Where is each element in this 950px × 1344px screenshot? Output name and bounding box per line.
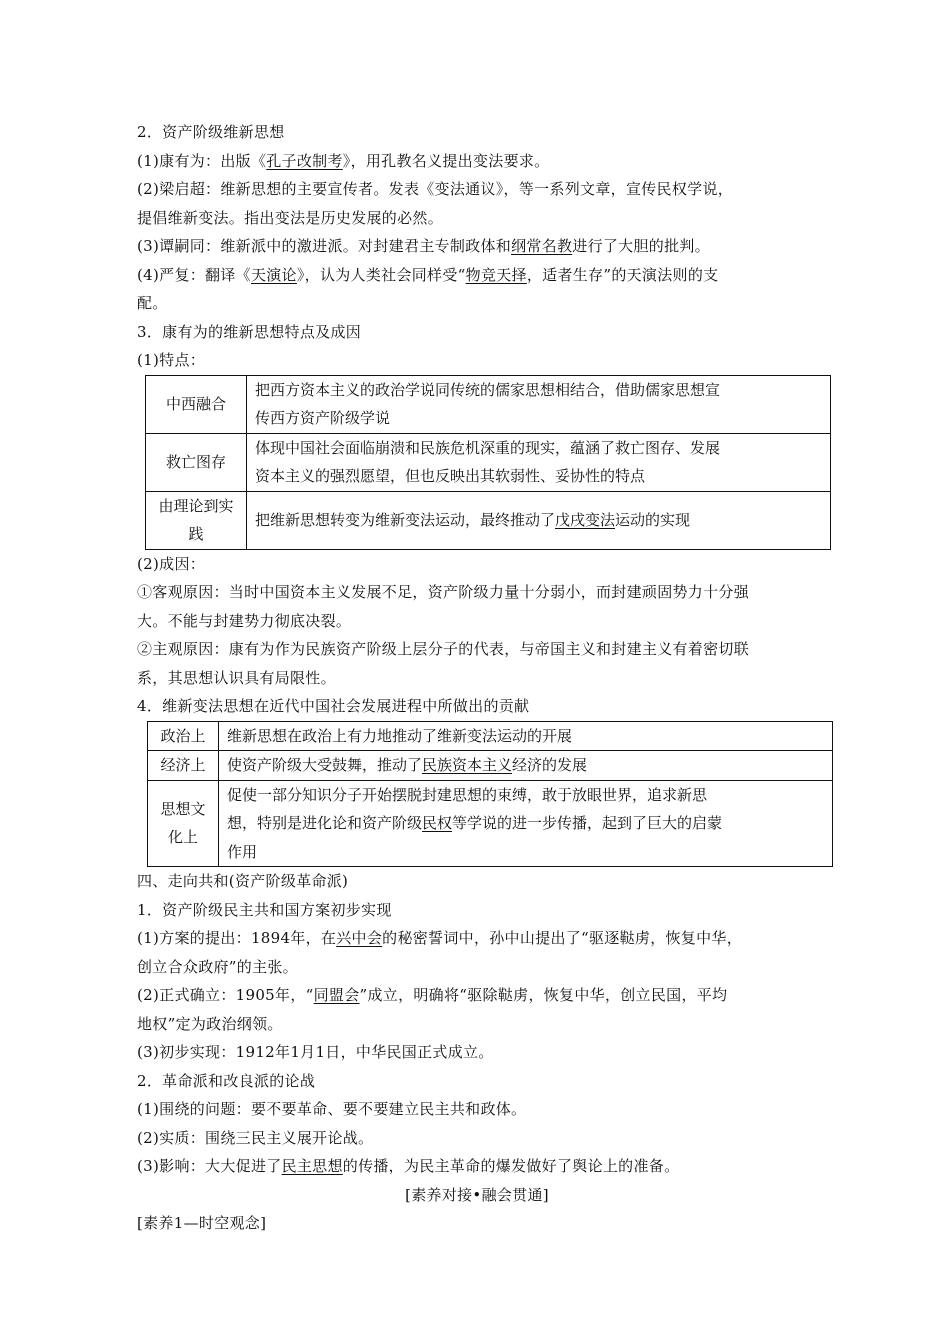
text: 运动的实现 bbox=[615, 510, 691, 529]
text: (4)严复：翻译《 bbox=[137, 265, 251, 284]
underlined-term: 物竞天择 bbox=[465, 265, 527, 284]
section-heading: 四、走向共和(资产阶级革命派) bbox=[137, 872, 349, 890]
contribution-table bbox=[147, 721, 833, 868]
table-cell-key: 政治上 bbox=[148, 721, 219, 751]
table-cell-key: 经济上 bbox=[148, 751, 219, 781]
cell-line: 资本主义的强烈愿望，但也反映出其软弱性、妥协性的特点 bbox=[255, 467, 646, 485]
text: ”成立，明确将“驱除鞑虏，恢复中华，创立民国，平均 bbox=[359, 986, 728, 1004]
cell-line: 践 bbox=[188, 525, 204, 543]
paragraph: (2)梁启超：维新思想的主要宣传者。发表《变法通议》，等一系列文章，宣传民权学说， bbox=[137, 180, 734, 198]
table-row bbox=[146, 375, 831, 433]
table-cell-value bbox=[247, 375, 831, 433]
text: (3)影响：大大促进了 bbox=[137, 1157, 282, 1175]
paragraph: (2)实质：围绕三民主义展开论战。 bbox=[137, 1128, 374, 1147]
features-table bbox=[145, 375, 831, 550]
cell-line: 由理论到实 bbox=[158, 496, 234, 515]
table-cell-value bbox=[247, 433, 831, 491]
sub-heading: (2)成因： bbox=[137, 554, 206, 573]
section-heading: 1．资产阶级民主共和国方案初步实现 bbox=[137, 900, 392, 919]
text: 》，认为人类社会同样受“ bbox=[296, 265, 466, 284]
paragraph bbox=[137, 981, 817, 1010]
paragraph bbox=[137, 924, 817, 953]
underlined-term: 天演论 bbox=[250, 265, 297, 284]
table-cell-key bbox=[146, 491, 247, 549]
cell-line: 传西方资产阶级学说 bbox=[255, 409, 391, 427]
sub-heading: (1)特点： bbox=[137, 351, 206, 369]
paragraph bbox=[137, 261, 817, 290]
table-row bbox=[148, 721, 833, 751]
cell-line: 把西方资本主义的政治学说同传统的儒家思想相结合，借助儒家思想宣 bbox=[255, 380, 721, 399]
paragraph: 配。 bbox=[137, 294, 168, 312]
text: (2)正式确立：1905年，“ bbox=[137, 986, 314, 1004]
paragraph: (1)围绕的问题：要不要革命、要不要建立民主共和政体。 bbox=[137, 1100, 527, 1118]
paragraph bbox=[137, 232, 817, 261]
text: 的秘密誓词中，孙中山提出了“驱逐鞑虏，恢复中华， bbox=[382, 929, 743, 947]
paragraph: 创立合众政府”的主张。 bbox=[137, 957, 298, 976]
section-heading: 2．革命派和改良派的论战 bbox=[137, 1071, 316, 1090]
section-heading: 3．康有为的维新思想特点及成因 bbox=[137, 322, 362, 341]
underlined-term: 民主思想 bbox=[281, 1157, 343, 1175]
cell-line: 作用 bbox=[227, 842, 258, 861]
section-heading: 4．维新变法思想在近代中国社会发展进程中所做出的贡献 bbox=[137, 697, 530, 715]
underlined-term: 纲常名教 bbox=[511, 237, 573, 255]
paragraph: (3)初步实现：1912年1月1日，中华民国正式成立。 bbox=[137, 1043, 494, 1061]
paragraph bbox=[137, 147, 817, 176]
underlined-term: 同盟会 bbox=[313, 986, 360, 1004]
underlined-term: 民族资本主义 bbox=[422, 756, 513, 774]
table-cell-value bbox=[219, 751, 833, 781]
table-cell-key: 中西融合 bbox=[146, 375, 247, 433]
table-cell-key: 救亡图存 bbox=[146, 433, 247, 491]
underlined-term: 戊戌变法 bbox=[555, 510, 616, 529]
underlined-term: 孔子改制考 bbox=[266, 151, 343, 170]
table-row bbox=[146, 491, 831, 549]
paragraph: 系，其思想认识具有局限性。 bbox=[137, 668, 336, 687]
cell-line: 化上 bbox=[167, 828, 198, 847]
text: ，适者生存”的天演法则的支 bbox=[526, 265, 719, 284]
document-page bbox=[137, 118, 817, 1238]
paragraph: 地权”定为政治纲领。 bbox=[137, 1014, 283, 1033]
table-row bbox=[148, 751, 833, 781]
table-row bbox=[148, 780, 833, 867]
cell-line: 思想文 bbox=[160, 799, 206, 818]
table-cell-key bbox=[148, 780, 219, 867]
paragraph: ①客观原因：当时中国资本主义发展不足，资产阶级力量十分弱小，而封建顽固势力十分强 bbox=[137, 583, 750, 601]
cell-line: 体现中国社会面临崩溃和民族危机深重的现实，蕴涵了救亡图存、发展 bbox=[255, 438, 721, 457]
paragraph: 大。不能与封建势力彻底决裂。 bbox=[137, 611, 352, 630]
literacy-heading: [素养1—时空观念] bbox=[137, 1214, 267, 1232]
text: 进行了大胆的批判。 bbox=[572, 237, 710, 255]
table-cell-value bbox=[219, 780, 833, 867]
paragraph: ②主观原因：康有为作为民族资产阶级上层分子的代表，与帝国主义和封建主义有着密切联 bbox=[137, 640, 750, 658]
text: 经济的发展 bbox=[512, 756, 588, 774]
text: 想，特别是进化论和资产阶级 bbox=[227, 814, 423, 832]
text: (1)康有为：出版《 bbox=[137, 151, 267, 170]
text: 》，用孔教名义提出变法要求。 bbox=[342, 151, 550, 170]
table-row bbox=[146, 433, 831, 491]
underlined-term: 民权 bbox=[422, 814, 453, 832]
text: 把维新思想转变为维新变法运动，最终推动了 bbox=[255, 510, 556, 529]
table-cell-value bbox=[247, 491, 831, 549]
text: 使资产阶级大受鼓舞，推动了 bbox=[227, 756, 423, 774]
text: 的传播，为民主革命的爆发做好了舆论上的准备。 bbox=[342, 1157, 680, 1175]
section-heading: 2．资产阶级维新思想 bbox=[137, 123, 285, 141]
cell-line bbox=[227, 809, 824, 838]
banner-heading: [素养对接•融会贯通] bbox=[405, 1185, 549, 1204]
paragraph: 提倡维新变法。指出变法是历史发展的必然。 bbox=[137, 208, 444, 227]
table-cell-value: 维新思想在政治上有力地推动了维新变法运动的开展 bbox=[219, 721, 833, 751]
text: (3)谭嗣同：维新派中的激进派。对封建君主专制政体和 bbox=[137, 237, 512, 255]
cell-line: 促使一部分知识分子开始摆脱封建思想的束缚，敢于放眼世界，追求新思 bbox=[227, 785, 708, 804]
paragraph bbox=[137, 1152, 817, 1181]
text: (1)方案的提出：1894年，在 bbox=[137, 929, 337, 947]
text: 等学说的进一步传播，起到了巨大的启蒙 bbox=[452, 814, 723, 832]
underlined-term: 兴中会 bbox=[336, 929, 383, 947]
